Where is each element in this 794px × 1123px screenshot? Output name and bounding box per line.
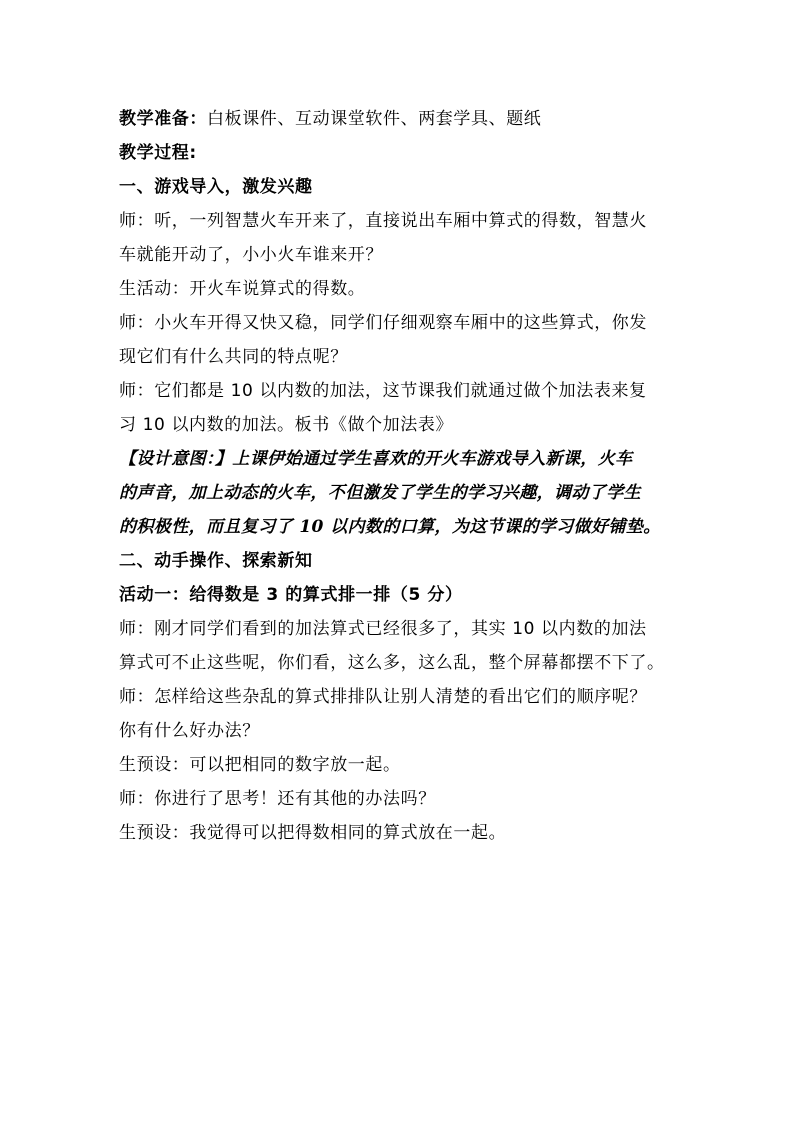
- paragraph-line: 现它们有什么共同的特点呢？: [119, 347, 348, 367]
- paragraph-line: 车就能开动了，小小火车谁来开？: [119, 245, 383, 265]
- design-intent-line: 的声音，加上动态的火车，不但激发了学生的学习兴趣，调动了学生: [119, 483, 641, 503]
- paragraph-line: 生预设：我觉得可以把得数相同的算式放在一起。: [119, 823, 507, 843]
- preparation-text: 白板课件、互动课堂软件、两套学具、题纸: [207, 109, 542, 129]
- paragraph-line: 习 10 以内数的加法。板书《做个加法表》: [119, 415, 454, 435]
- design-intent-line: 的积极性，而且复习了 10 以内数的口算，为这节课的学习做好铺垫。: [119, 517, 661, 537]
- teaching-preparation: [119, 102, 679, 136]
- paragraph-line: 生预设：可以把相同的数字放一起。: [119, 755, 401, 775]
- paragraph-line: 师：刚才同学们看到的加法算式已经很多了，其实 10 以内数的加法: [119, 619, 647, 639]
- paragraph-line: 你有什么好办法？: [119, 721, 260, 741]
- paragraph-line: 师：小火车开得又快又稳，同学们仔细观察车厢中的这些算式，你发: [119, 313, 647, 333]
- paragraph-line: 师：你进行了思考！还有其他的办法吗？: [119, 789, 436, 809]
- paragraph-line: 生活动：开火车说算式的得数。: [119, 279, 366, 299]
- design-intent-line: 【设计意图：】上课伊始通过学生喜欢的开火车游戏导入新课，火车: [119, 449, 633, 469]
- paragraph-line: 师：怎样给这些杂乱的算式排排队让别人清楚的看出它们的顺序呢？: [119, 687, 647, 707]
- activity-1-heading: 活动一：给得数是 3 的算式排一排（5 分）: [119, 585, 463, 605]
- teaching-process-heading: 教学过程:: [119, 143, 197, 163]
- paragraph-line: 师：它们都是 10 以内数的加法，这节课我们就通过做个加法表来复: [119, 381, 647, 401]
- preparation-label: 教学准备：: [119, 109, 207, 129]
- document-page: [119, 102, 679, 850]
- section-1-heading: 一、游戏导入，激发兴趣: [119, 177, 313, 197]
- section-2-heading: 二、动手操作、探索新知: [119, 551, 313, 571]
- paragraph-line: 算式可不止这些呢，你们看，这么多，这么乱，整个屏幕都摆不下了。: [119, 653, 665, 673]
- paragraph-line: 师：听，一列智慧火车开来了，直接说出车厢中算式的得数，智慧火: [119, 211, 647, 231]
